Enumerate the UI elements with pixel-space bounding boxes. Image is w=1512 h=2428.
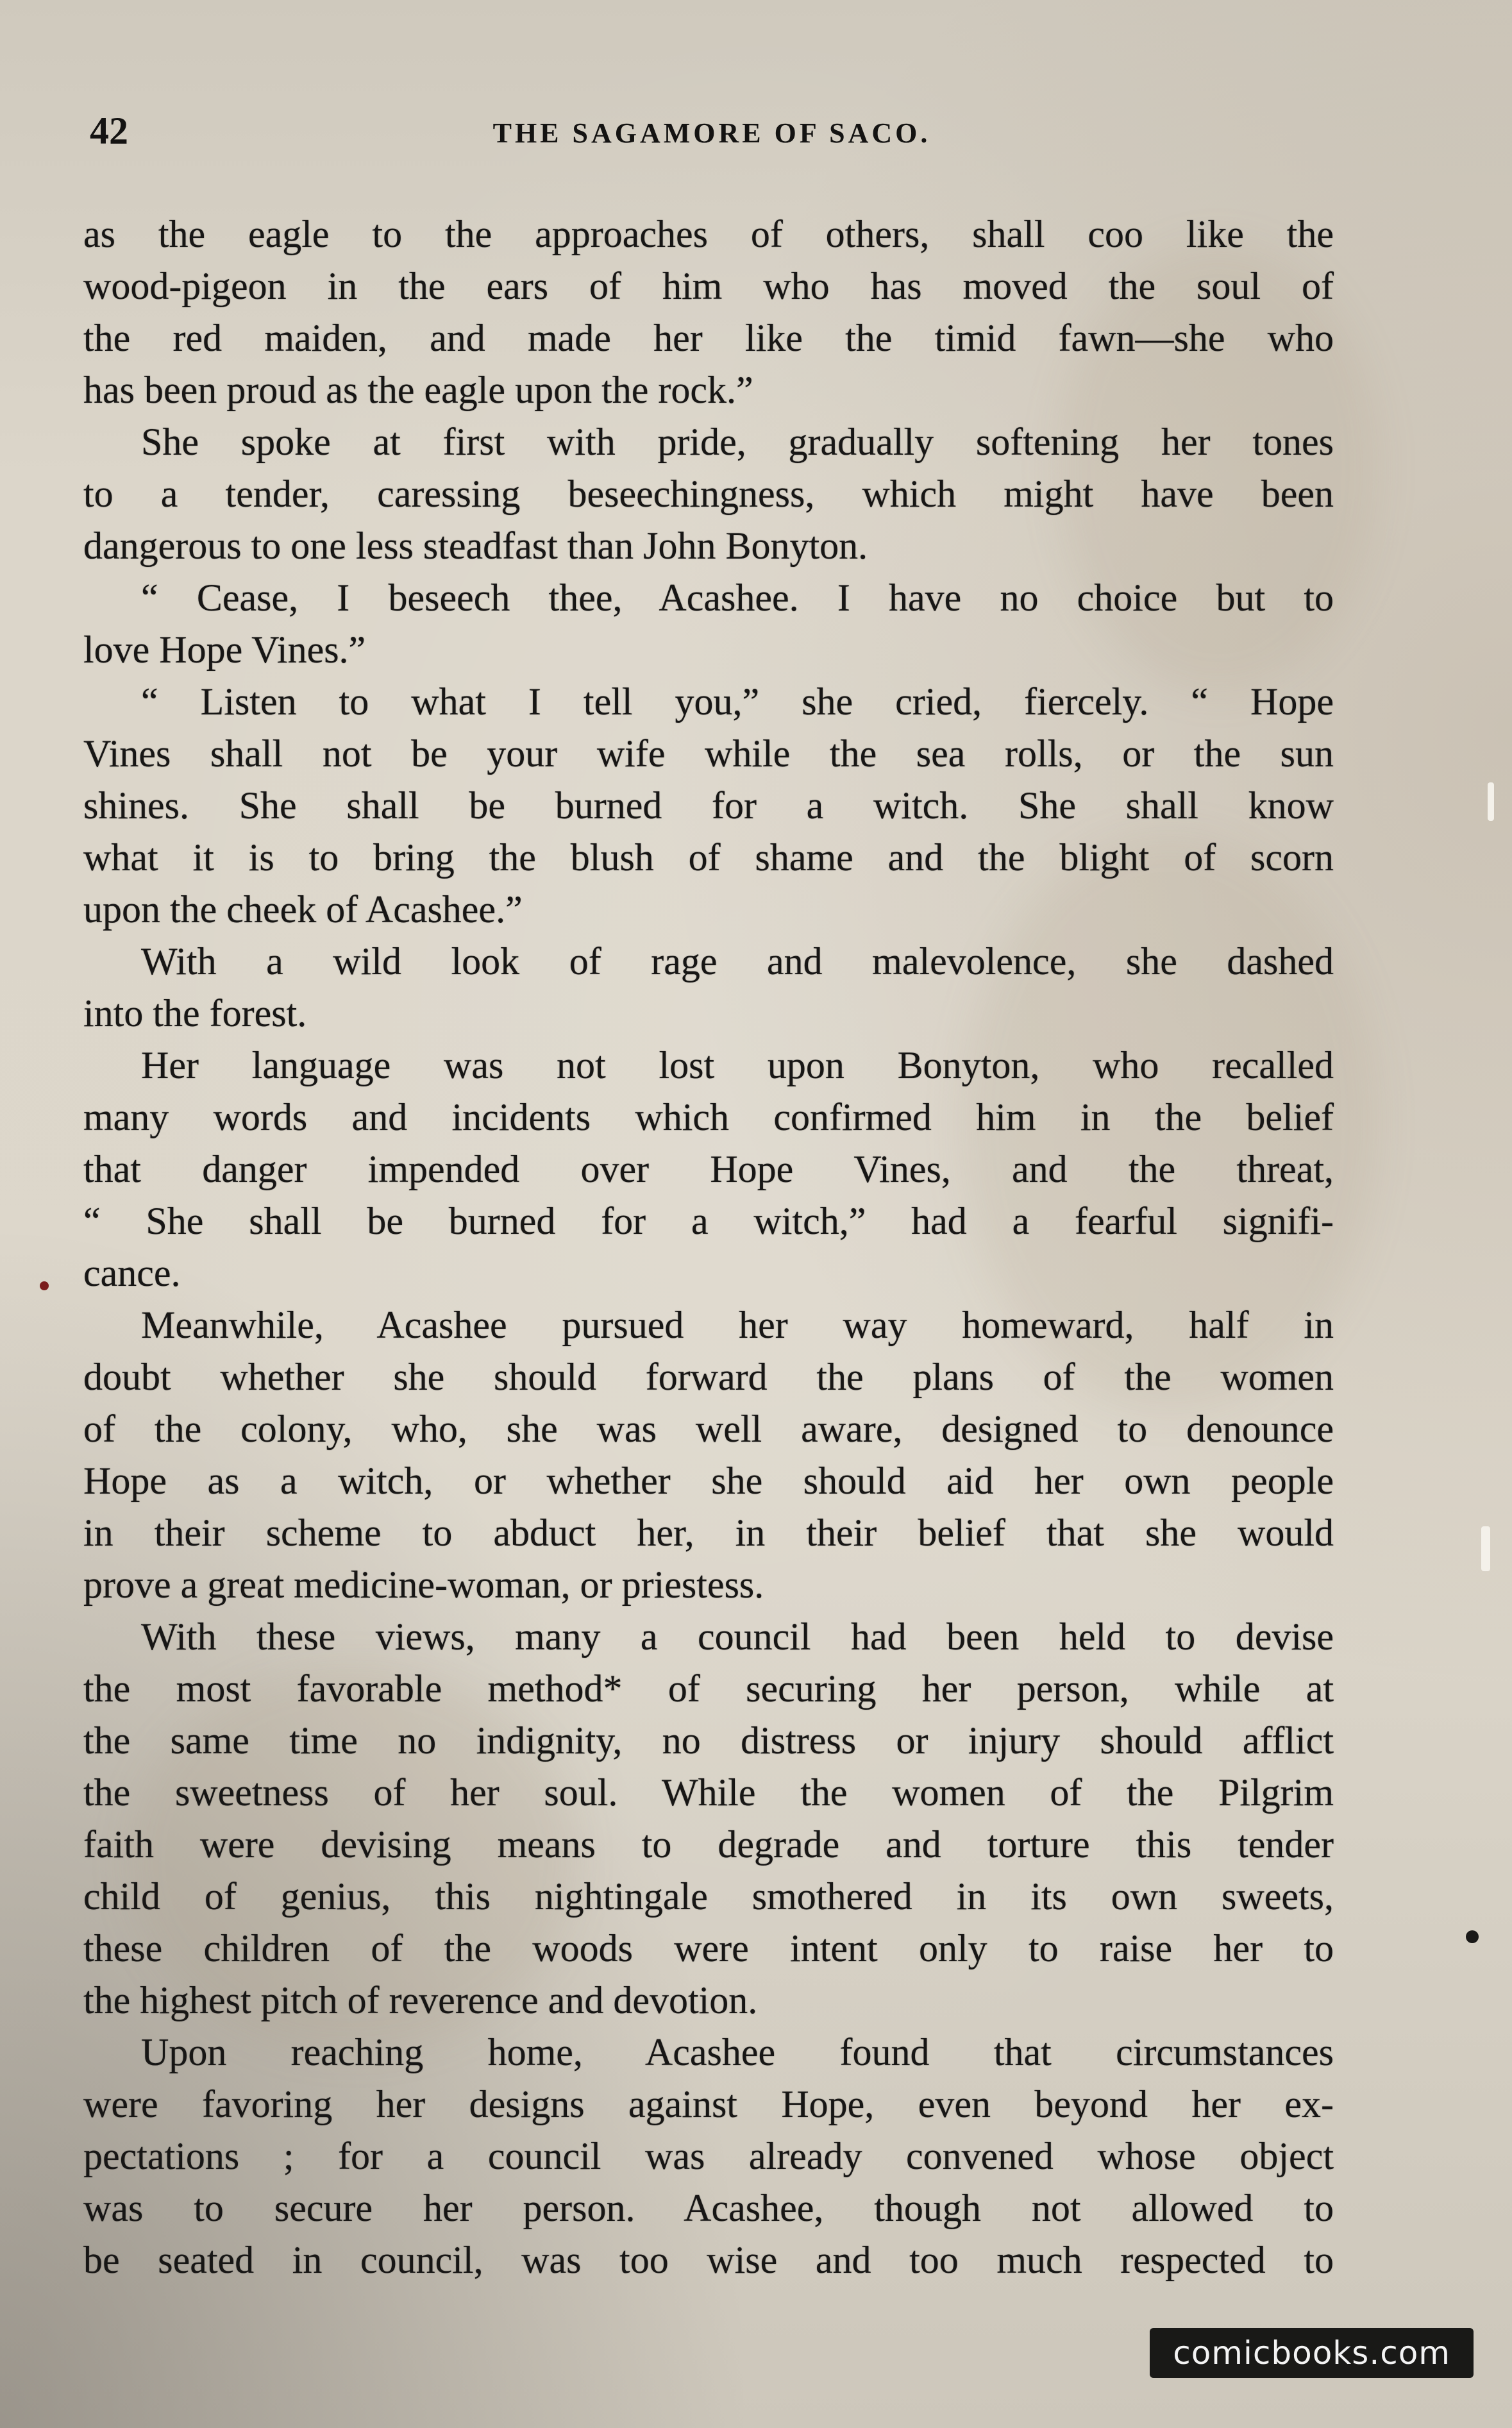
- text-line: wood-pigeon in the ears of him who has moved the soul of: [83, 265, 1334, 307]
- ink-spot: [40, 1281, 49, 1290]
- text-line: Hope as a witch, or whether she should aid her own people: [83, 1460, 1334, 1502]
- page-edge-nick: [1481, 1526, 1490, 1571]
- text-line: these children of the woods were intent only to raise her to: [83, 1927, 1334, 1969]
- text-line: of the colony, who, she was well aware, designed to denounce: [83, 1408, 1334, 1450]
- text-line: “ Listen to what I tell you,” she cried, fiercely. “ Hope: [141, 680, 1334, 723]
- text-line: upon the cheek of Acashee.”: [83, 888, 523, 931]
- running-title: THE SAGAMORE OF SACO.: [492, 117, 931, 149]
- text-line: into the forest.: [83, 992, 307, 1034]
- text-line: pectations ; for a council was already convened whose object: [83, 2135, 1334, 2177]
- body-text: [83, 208, 1334, 2286]
- text-line: “ She shall be burned for a witch,” had a fearful signifi-: [83, 1200, 1334, 1242]
- text-line: be seated in council, was too wise and too much respected to: [83, 2239, 1334, 2281]
- text-line: has been proud as the eagle upon the rock.”: [83, 369, 753, 411]
- ink-spot: [1466, 1930, 1479, 1943]
- text-line: the sweetness of her soul. While the women of the Pilgrim: [83, 1771, 1334, 1814]
- page-number: 42: [90, 110, 128, 152]
- text-line: the highest pitch of reverence and devotion.: [83, 1979, 758, 2021]
- text-line: the red maiden, and made her like the timid fawn—she who: [83, 317, 1334, 359]
- text-line: cance.: [83, 1252, 181, 1294]
- watermark: comicbooks.com: [1150, 2328, 1474, 2378]
- text-line: With these views, many a council had been held to devise: [141, 1615, 1334, 1658]
- text-line: prove a great medicine-woman, or priestess.: [83, 1564, 764, 1606]
- text-line: the same time no indignity, no distress or injury should afflict: [83, 1719, 1334, 1762]
- text-line: love Hope Vines.”: [83, 628, 366, 671]
- text-line: were favoring her designs against Hope, even beyond her ex-: [83, 2083, 1334, 2125]
- text-line: what it is to bring the blush of shame and the blight of scorn: [83, 836, 1334, 879]
- page-edge-nick: [1488, 782, 1494, 821]
- text-line: child of genius, this nightingale smothered in its own sweets,: [83, 1875, 1334, 1918]
- text-line: “ Cease, I beseech thee, Acashee. I have no choice but to: [141, 577, 1334, 619]
- text-line: She spoke at first with pride, gradually softening her tones: [141, 421, 1334, 463]
- text-line: Her language was not lost upon Bonyton, who recalled: [141, 1044, 1334, 1086]
- page-header: [90, 109, 1334, 167]
- text-line: With a wild look of rage and malevolence, she dashed: [141, 940, 1334, 982]
- text-line: dangerous to one less steadfast than John Bonyton.: [83, 525, 868, 567]
- text-line: Upon reaching home, Acashee found that circumstances: [141, 2031, 1334, 2073]
- text-line: Meanwhile, Acashee pursued her way homeward, half in: [141, 1304, 1334, 1346]
- text-line: Vines shall not be your wife while the sea rolls, or the sun: [83, 732, 1334, 775]
- text-line: was to secure her person. Acashee, though not allowed to: [83, 2187, 1334, 2229]
- text-line: the most favorable method* of securing her person, while at: [83, 1667, 1334, 1710]
- text-line: doubt whether she should forward the plans of the women: [83, 1356, 1334, 1398]
- text-line: many words and incidents which confirmed him in the belief: [83, 1096, 1334, 1138]
- text-line: to a tender, caressing beseechingness, which might have been: [83, 473, 1334, 515]
- text-line: shines. She shall be burned for a witch. She shall know: [83, 784, 1334, 827]
- text-line: that danger impended over Hope Vines, and the threat,: [83, 1148, 1334, 1190]
- text-line: as the eagle to the approaches of others, shall coo like the: [83, 213, 1334, 255]
- text-line: faith were devising means to degrade and torture this tender: [83, 1823, 1334, 1866]
- text-line: in their scheme to abduct her, in their belief that she would: [83, 1512, 1334, 1554]
